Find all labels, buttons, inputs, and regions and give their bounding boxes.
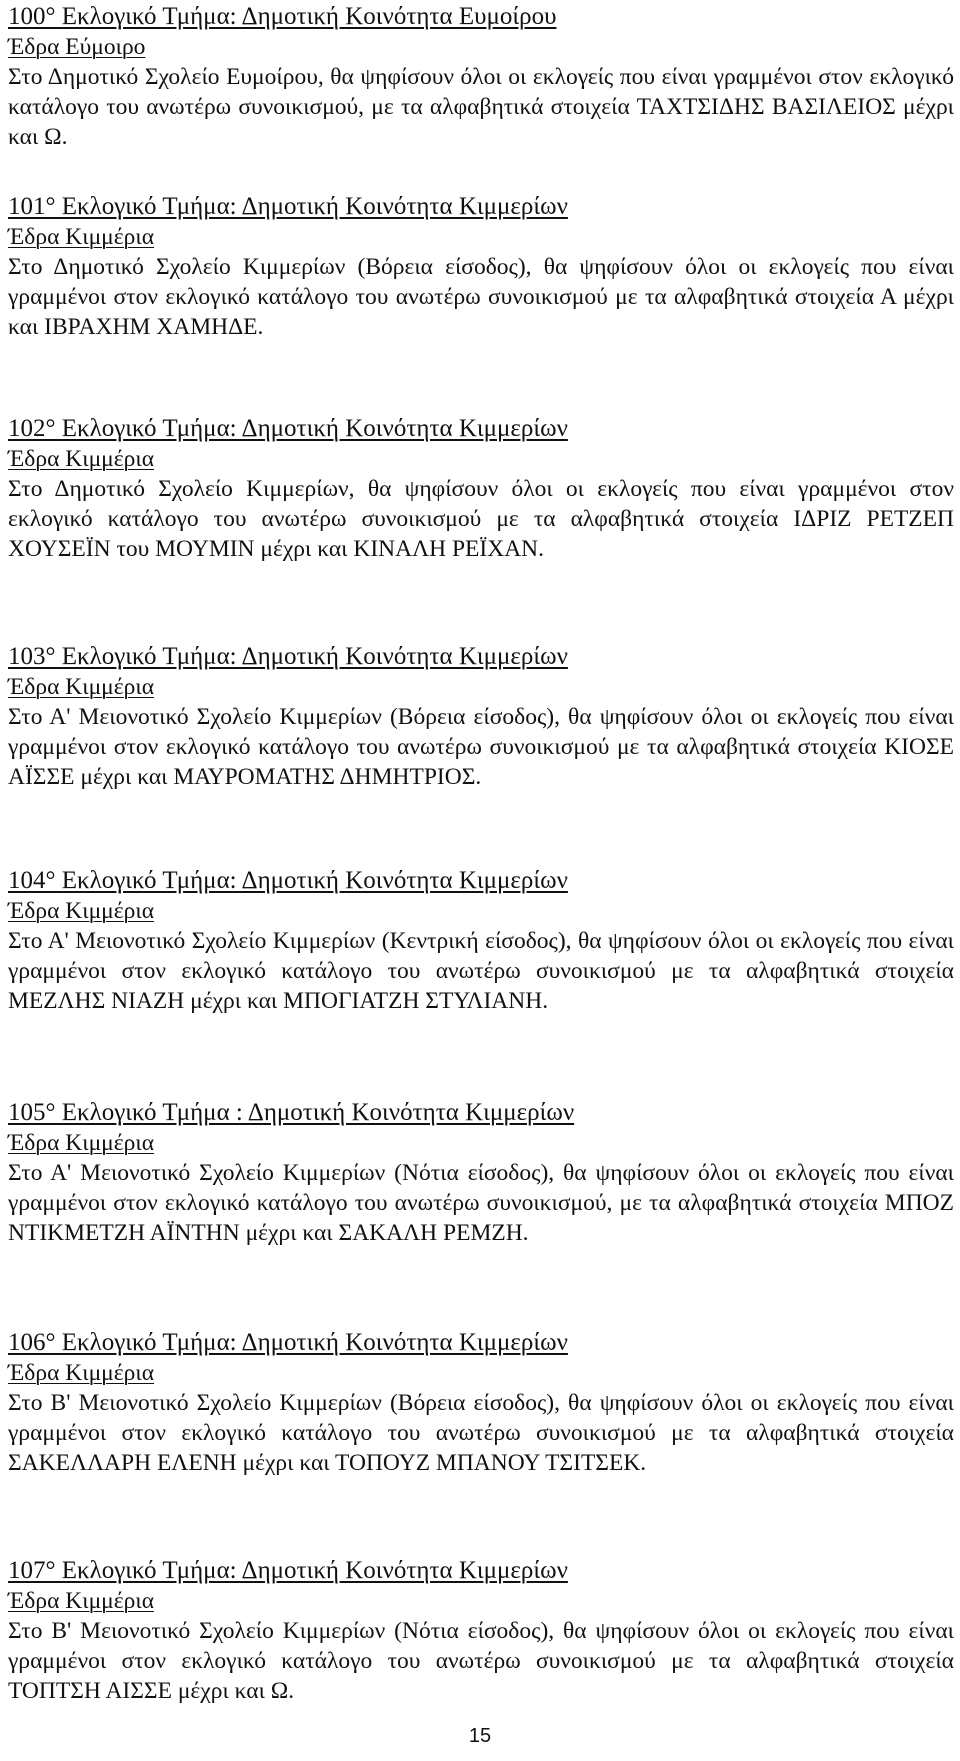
page-number: 15 bbox=[468, 1725, 492, 1747]
section-title: 107° Εκλογικό Τμήμα: Δημοτική Κοινότητα Κιμμερίων bbox=[8, 1557, 568, 1584]
section-seat: Έδρα Κιμμέρια bbox=[8, 674, 155, 700]
section-seat: Έδρα Κιμμέρια bbox=[8, 224, 155, 250]
section-text: Στο Δημοτικό Σχολείο Κιμμερίων (Βόρεια είσοδος), θα ψηφίσουν όλοι οι εκλογείς που είναι γραμμένοι στον εκλογικό κατάλογο του ανωτέρω συνοικισμού με τα αλφαβητικά στοιχεία Α μέχρι και ΙΒΡΑΧΗΜ ΧΑΜΗΔΕ. bbox=[8, 254, 954, 340]
section-title: 101° Εκλογικό Τμήμα: Δημοτική Κοινότητα Κιμμερίων bbox=[8, 193, 568, 220]
section-107 bbox=[8, 1556, 954, 1706]
section-seat: Έδρα Κιμμέρια bbox=[8, 1130, 155, 1156]
section-text: Στο Δημοτικό Σχολείο Ευμοίρου, θα ψηφίσουν όλοι οι εκλογείς που είναι γραμμένοι στον εκλογικό κατάλογο του ανωτέρω συνοικισμού, με τα αλφαβητικά στοιχεία ΤΑΧΤΣΙΔΗΣ ΒΑΣΙΛΕΙΟΣ μέχρι και Ω. bbox=[8, 64, 954, 150]
section-105 bbox=[8, 1098, 954, 1248]
section-title: 106° Εκλογικό Τμήμα: Δημοτική Κοινότητα Κιμμερίων bbox=[8, 1329, 568, 1356]
section-seat: Έδρα Κιμμέρια bbox=[8, 898, 155, 924]
section-title: 103° Εκλογικό Τμήμα: Δημοτική Κοινότητα Κιμμερίων bbox=[8, 643, 568, 670]
section-title: 104° Εκλογικό Τμήμα: Δημοτική Κοινότητα Κιμμερίων bbox=[8, 867, 568, 894]
section-101 bbox=[8, 192, 954, 342]
section-seat: Έδρα Κιμμέρια bbox=[8, 1588, 155, 1614]
section-text: Στο Β' Μειονοτικό Σχολείο Κιμμερίων (Νότια είσοδος), θα ψηφίσουν όλοι οι εκλογείς που είναι γραμμένοι στον εκλογικό κατάλογο του ανωτέρω συνοικισμού με τα αλφαβητικά στοιχεία ΤΟΠΤΣΗ ΑΙΣΣΕ μέχρι και Ω. bbox=[8, 1618, 954, 1704]
section-title: 105° Εκλογικό Τμήμα : Δημοτική Κοινότητα Κιμμερίων bbox=[8, 1099, 575, 1126]
section-title: 100° Εκλογικό Τμήμα: Δημοτική Κοινότητα Ευμοίρου bbox=[8, 3, 557, 30]
section-104 bbox=[8, 866, 954, 1016]
section-text: Στο Δημοτικό Σχολείο Κιμμερίων, θα ψηφίσουν όλοι οι εκλογείς που είναι γραμμένοι στον εκλογικό κατάλογο του ανωτέρω συνοικισμού με τα αλφαβητικά στοιχεία ΙΔΡΙΖ ΡΕΤΖΕΠ ΧΟΥΣΕΪΝ του ΜΟΥΜΙΝ μέχρι και ΚΙΝΑΛΗ ΡΕΪΧΑΝ. bbox=[8, 476, 954, 562]
section-seat: Έδρα Εύμοιρο bbox=[8, 34, 146, 60]
section-103 bbox=[8, 642, 954, 792]
section-106 bbox=[8, 1328, 954, 1478]
section-seat: Έδρα Κιμμέρια bbox=[8, 1360, 155, 1386]
section-text: Στο Α' Μειονοτικό Σχολείο Κιμμερίων (Νότια είσοδος), θα ψηφίσουν όλοι οι εκλογείς που είναι γραμμένοι στον εκλογικό κατάλογο του ανωτέρω συνοικισμού, με τα αλφαβητικά στοιχεία ΜΠΟΖ ΝΤΙΚΜΕΤΖΗ ΑΪΝΤΗΝ μέχρι και ΣΑΚΑΛΗ ΡΕΜΖΗ. bbox=[8, 1160, 954, 1246]
section-text: Στο Α' Μειονοτικό Σχολείο Κιμμερίων (Κεντρική είσοδος), θα ψηφίσουν όλοι οι εκλογείς που είναι γραμμένοι στον εκλογικό κατάλογο του ανωτέρω συνοικισμού με τα αλφαβητικά στοιχεία ΜΕΖΛΗΣ ΝΙΑΖΗ μέχρι και ΜΠΟΓΙΑΤΖΗ ΣΤΥΛΙΑΝΗ. bbox=[8, 928, 954, 1014]
section-text: Στο Β' Μειονοτικό Σχολείο Κιμμερίων (Βόρεια είσοδος), θα ψηφίσουν όλοι οι εκλογείς που είναι γραμμένοι στον εκλογικό κατάλογο του ανωτέρω συνοικισμού με τα αλφαβητικά στοιχεία ΣΑΚΕΛΛΑΡΗ ΕΛΕΝΗ μέχρι και ΤΟΠΟΥΖ ΜΠΑΝΟΥ ΤΣΙΤΣΕΚ. bbox=[8, 1390, 954, 1476]
section-text: Στο Α' Μειονοτικό Σχολείο Κιμμερίων (Βόρεια είσοδος), θα ψηφίσουν όλοι οι εκλογείς που είναι γραμμένοι στον εκλογικό κατάλογο του ανωτέρω συνοικισμού με τα αλφαβητικά στοιχεία ΚΙΟΣΕ ΑΪΣΣΕ μέχρι και ΜΑΥΡΟΜΑΤΗΣ ΔΗΜΗΤΡΙΟΣ. bbox=[8, 704, 954, 790]
section-title: 102° Εκλογικό Τμήμα: Δημοτική Κοινότητα Κιμμερίων bbox=[8, 415, 568, 442]
section-102 bbox=[8, 414, 954, 564]
section-100 bbox=[8, 2, 954, 152]
section-seat: Έδρα Κιμμέρια bbox=[8, 446, 155, 472]
